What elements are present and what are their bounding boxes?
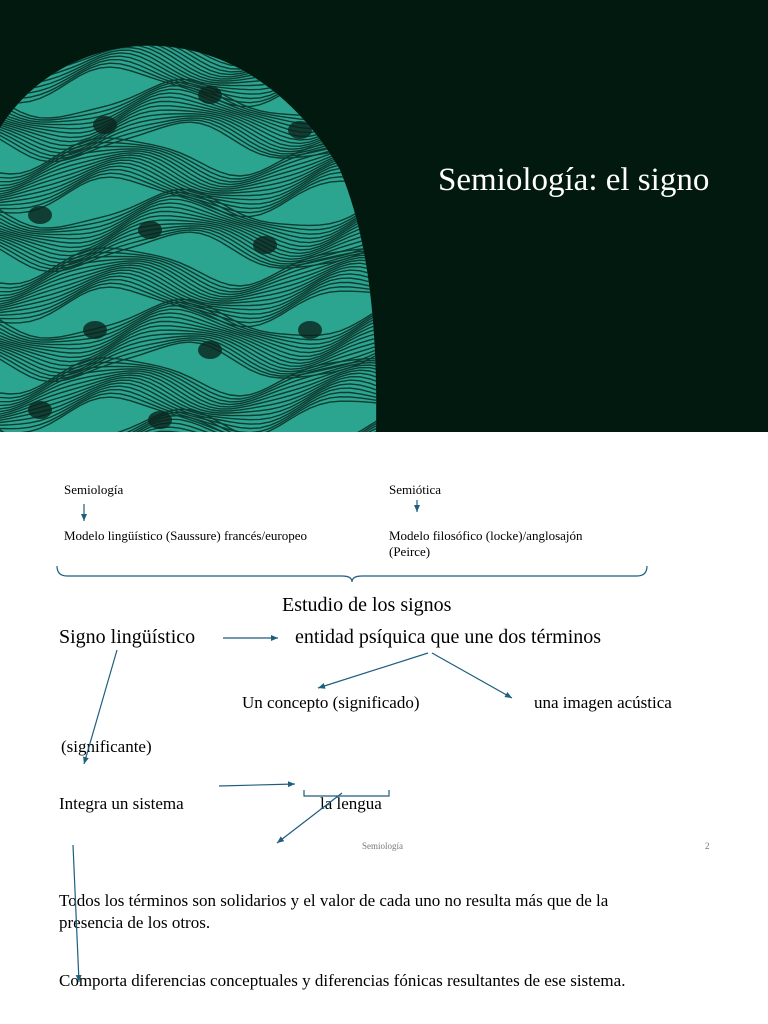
paragraph1-line2: presencia de los otros. bbox=[59, 913, 211, 932]
pattern-swirl-center bbox=[253, 236, 277, 254]
pattern-strand bbox=[0, 8, 400, 46]
pattern-strand bbox=[0, 6, 400, 43]
left-model-text: Modelo lingüístico (Saussure) francés/europeo bbox=[64, 528, 307, 543]
semiotica-heading: Semiótica bbox=[389, 482, 441, 497]
pattern-swirl-center bbox=[83, 321, 107, 339]
lengua-down-arrow bbox=[277, 793, 342, 843]
pattern-strand bbox=[0, 0, 400, 33]
page-number: 2 bbox=[705, 841, 710, 851]
pattern-swirl-center bbox=[138, 221, 162, 239]
slide-title: Semiología: el signo bbox=[438, 162, 710, 198]
pattern-swirl-center bbox=[198, 86, 222, 104]
entidad-text: entidad psíquica que une dos términos bbox=[295, 626, 602, 648]
entidad-imagen-arrow bbox=[432, 653, 512, 698]
pattern-strand bbox=[0, 0, 400, 23]
pattern-strand bbox=[0, 0, 400, 10]
pattern-strand bbox=[0, 4, 400, 40]
long-vertical-arrow bbox=[73, 845, 79, 982]
paragraph1-line1: Todos los términos son solidarios y el valor de cada uno no resulta más que de la bbox=[59, 891, 609, 910]
pattern-swirl-center bbox=[148, 411, 172, 429]
connector-overlay bbox=[0, 432, 768, 1024]
pattern-strand bbox=[0, 10, 400, 49]
pattern-swirl-center bbox=[298, 321, 322, 339]
right-model-line1: Modelo filosófico (locke)/anglosajón bbox=[389, 528, 583, 543]
right-model-line2: (Peirce) bbox=[389, 544, 431, 559]
integra-text: Integra un sistema bbox=[59, 794, 184, 813]
signo-linguistico-text: Signo lingüístico bbox=[59, 626, 196, 648]
significante-text: (significante) bbox=[61, 737, 152, 756]
pattern-strand bbox=[0, 12, 400, 52]
semiologia-heading: Semiología bbox=[64, 482, 124, 497]
decorative-pattern-image bbox=[0, 0, 768, 432]
lengua-text: la lengua bbox=[320, 794, 382, 813]
large-brace bbox=[57, 566, 647, 582]
small-brace bbox=[304, 790, 389, 796]
paragraph2-text: Comporta diferencias conceptuales y diferencias fónicas resultantes de ese sistema. bbox=[59, 971, 626, 990]
estudio-text: Estudio de los signos bbox=[282, 594, 452, 616]
pattern-strand bbox=[0, 0, 400, 19]
pattern-swirl-center bbox=[288, 121, 312, 139]
signo-significante-arrow bbox=[84, 650, 117, 764]
pattern-swirl-center bbox=[28, 401, 52, 419]
title-slide bbox=[0, 0, 768, 432]
content-slide bbox=[0, 432, 768, 1024]
concepto-text: Un concepto (significado) bbox=[242, 693, 420, 712]
pattern-strand bbox=[0, 0, 400, 30]
pattern-swirl-center bbox=[198, 341, 222, 359]
pattern-strand bbox=[0, 0, 400, 14]
pattern-strand bbox=[0, 0, 400, 36]
pattern-strand bbox=[0, 0, 400, 8]
entidad-concepto-arrow bbox=[318, 653, 428, 688]
pattern-strand bbox=[0, 0, 400, 26]
pattern-swirl-center bbox=[28, 206, 52, 224]
footer-label: Semiología bbox=[362, 841, 403, 851]
imagen-text: una imagen acústica bbox=[534, 693, 672, 712]
pattern-swirl-center bbox=[93, 116, 117, 134]
integra-lengua-arrow bbox=[219, 784, 295, 786]
